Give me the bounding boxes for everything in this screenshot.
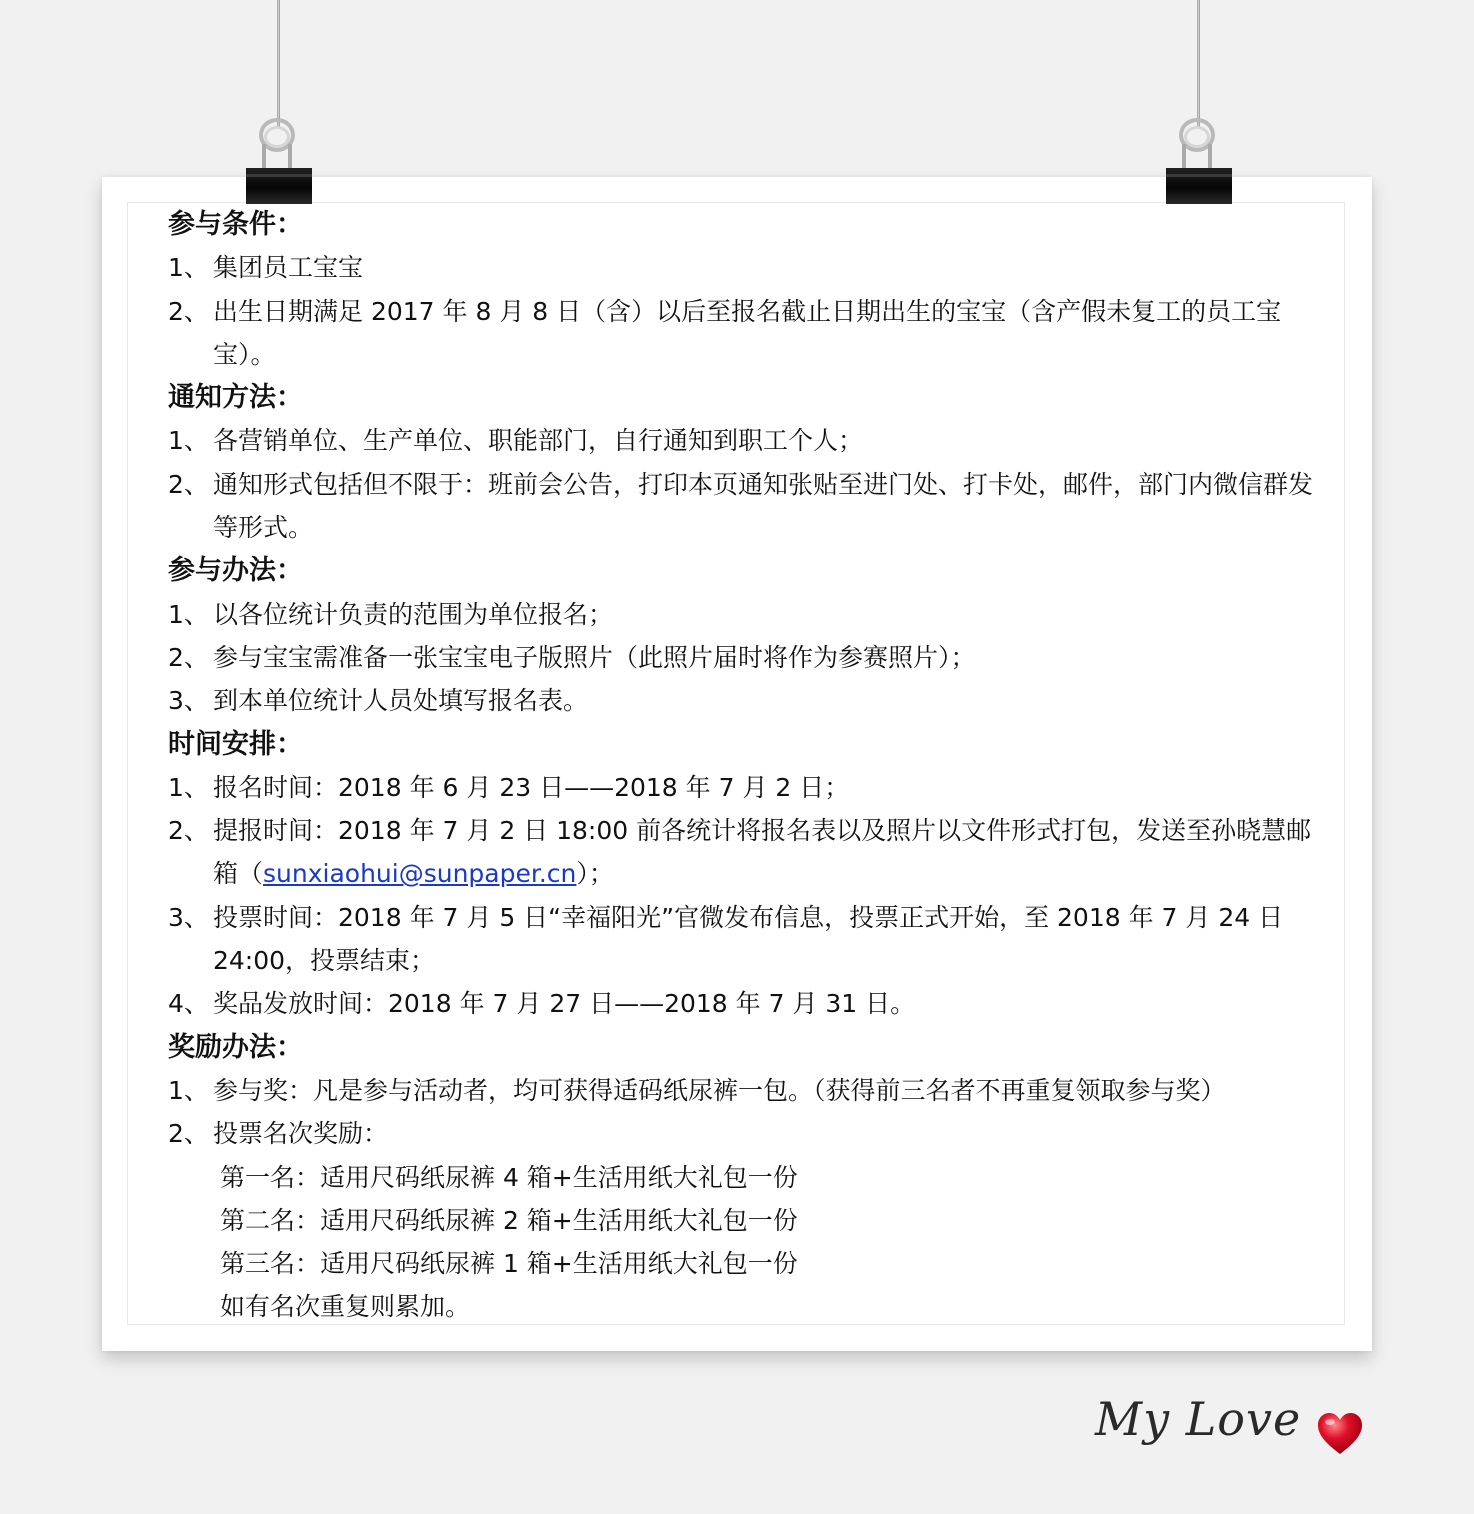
item-number: 2、 (168, 1119, 209, 1149)
item-text-before-link: 提报时间：2018 年 7 月 2 日 18:00 前各统计将报名表以及照片以文件形式打包，发送至孙晓慧邮箱（ (213, 816, 1312, 889)
list-item (168, 766, 1313, 809)
item-text: 以各位统计负责的范围为单位报名； (213, 599, 614, 629)
section-heading: 通知方法： (168, 382, 303, 414)
prize-line: 第一名：适用尺码纸尿裤 4 箱+生活用纸大礼包一份 (220, 1162, 798, 1192)
item-text: 奖品发放时间：2018 年 7 月 27 日——2018 年 7 月 31 日。 (213, 989, 916, 1019)
item-number: 2、 (168, 469, 209, 499)
section-heading: 参与条件： (168, 209, 303, 240)
list-item (168, 246, 1313, 289)
prize-line: 第三名：适用尺码纸尿裤 1 箱+生活用纸大礼包一份 (220, 1249, 798, 1279)
prize-line: 第二名：适用尺码纸尿裤 2 箱+生活用纸大礼包一份 (220, 1205, 798, 1235)
hanging-string-right (1197, 0, 1200, 128)
hanging-string-left (277, 0, 280, 128)
list-item (168, 809, 1313, 896)
item-number: 2、 (168, 816, 209, 846)
heart-icon (1316, 1410, 1364, 1458)
item-text: 参与宝宝需准备一张宝宝电子版照片（此照片届时将作为参赛照片）； (213, 642, 976, 672)
list-item (168, 896, 1313, 983)
item-text: 投票名次奖励： (213, 1119, 389, 1149)
item-number: 1、 (168, 253, 209, 283)
list-item (168, 463, 1313, 550)
item-text: 集团员工宝宝 (213, 253, 364, 283)
item-number: 2、 (168, 296, 209, 326)
list-item (168, 679, 1313, 722)
item-text-after-link: ）； (576, 859, 614, 889)
signature-text: My Love (1095, 1392, 1302, 1446)
item-number: 1、 (168, 772, 209, 802)
item-text: 通知形式包括但不限于：班前会公告，打印本页通知张贴至进门处、打卡处，邮件，部门内微信群发等形式。 (213, 469, 1314, 543)
section-heading: 参与办法： (168, 555, 303, 587)
item-number: 2、 (168, 642, 209, 672)
item-number: 1、 (168, 426, 209, 456)
item-text: 报名时间：2018 年 6 月 23 日——2018 年 7 月 2 日； (213, 772, 850, 802)
item-text: 各营销单位、生产单位、职能部门，自行通知到职工个人； (213, 426, 864, 456)
item-number: 3、 (168, 686, 209, 716)
list-item (168, 982, 1313, 1025)
list-item (168, 290, 1313, 377)
section-heading: 奖励办法： (168, 1031, 303, 1063)
item-text: 到本单位统计人员处填写报名表。 (213, 686, 589, 716)
item-text: 参与奖：凡是参与活动者，均可获得适码纸尿裤一包。（获得前三名者不再重复领取参与奖） (213, 1075, 1226, 1105)
section-heading: 时间安排： (168, 728, 303, 760)
list-item (168, 1069, 1313, 1112)
item-text (213, 809, 1313, 896)
item-text: 投票时间：2018 年 7 月 5 日“幸福阳光”官微发布信息，投票正式开始，至 2018 年 7 月 24 日 24:00，投票结束； (213, 902, 1284, 976)
binder-clip-icon (246, 118, 312, 204)
list-item (168, 419, 1313, 462)
list-item (168, 1112, 1313, 1155)
item-number: 1、 (168, 1075, 209, 1105)
list-item (168, 636, 1313, 679)
item-number: 4、 (168, 989, 209, 1019)
item-number: 1、 (168, 599, 209, 629)
email-link[interactable]: sunxiaohui@sunpaper.cn (263, 859, 577, 889)
binder-clip-icon (1166, 118, 1232, 204)
item-text: 出生日期满足 2017 年 8 月 8 日（含）以后至报名截止日期出生的宝宝（含产假未复工的员工宝宝）。 (213, 296, 1282, 369)
prize-note: 如有名次重复则累加。 (220, 1292, 471, 1322)
item-number: 3、 (168, 902, 209, 932)
list-item (168, 593, 1313, 636)
notice-content (168, 203, 1313, 1329)
